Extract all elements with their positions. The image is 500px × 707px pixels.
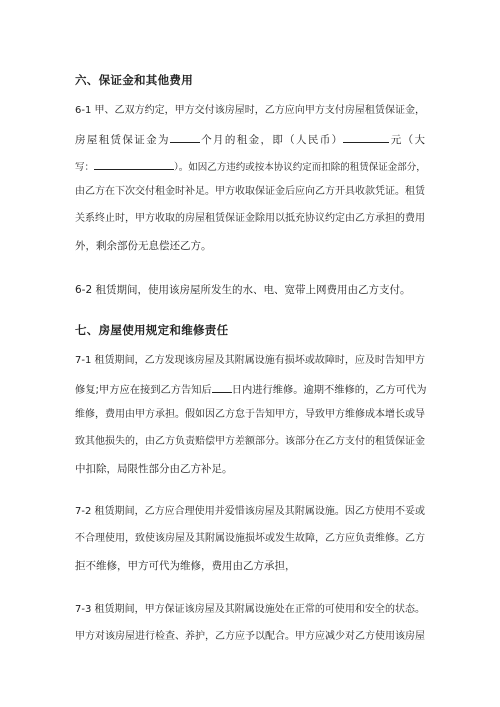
days-blank <box>212 381 232 393</box>
clause-7-3-line-2: 甲方对该房屋进行检查、养护，乙方应予以配合。甲方应减少对乙方使用该房屋 <box>75 631 425 642</box>
clause-7-1-text: 日内进行维修。逾期不维修的，乙方可代为 <box>231 384 427 396</box>
clause-6-1-line-6: 外，剩余部份无息偿还乙方。 <box>75 240 212 252</box>
section-7-heading: 七、房屋使用规定和维修责任 <box>75 323 229 337</box>
clause-7-1-line-1: 7-1 租赁期间，乙方发现该房屋及其附属设施有损坏或故障时，应及时告知甲方 <box>75 355 425 366</box>
clause-7-1-line-4: 致其他损失的，由乙方负责赔偿甲方差额部分。该部分在乙方支付的租赁保证金 <box>75 436 425 447</box>
amount-in-words-blank <box>94 158 174 170</box>
clause-6-1-line-5: 关系终止时，甲方收取的房屋租赁保证金除用以抵充协议约定由乙方承担的费用 <box>75 213 425 224</box>
clause-7-1-line-2 <box>75 381 425 397</box>
clause-6-1-text: ）。如因乙方违约或按本协议约定而扣除的租赁保证金部分， <box>174 162 426 173</box>
clause-7-1-line-3: 维修，费用由甲方承担。假如因乙方怠于告知甲方，导致甲方维修成本增长或导 <box>75 409 425 420</box>
clause-6-1-text: 个月的租金，即（人民币） <box>199 134 344 146</box>
clause-7-2-line-2: 不合理使用，致使该房屋及其附属设施损坏或发生故障，乙方应负责维修。乙方 <box>75 533 425 544</box>
clause-6-1-line-2 <box>75 131 425 147</box>
clause-7-1-text: 修复;甲方应在接到乙方告知后 <box>75 384 212 396</box>
clause-7-1-line-5: 中扣除，局限性部分由乙方补足。 <box>75 463 233 475</box>
months-blank <box>170 131 200 143</box>
clause-6-1-line-3 <box>75 158 426 175</box>
clause-7-2-line-3: 拒不维修，甲方可代为维修，费用由乙方承担， <box>75 560 296 572</box>
amount-blank <box>343 131 389 143</box>
clause-6-1-line-1: 6-1 甲、乙双方约定，甲方交付该房屋时，乙方应向甲方支付房屋租赁保证金， <box>75 105 425 116</box>
clause-7-2-line-1: 7-2 租赁期间，乙方应合理使用并爱惜该房屋及其附属设施。因乙方使用不妥或 <box>75 506 425 517</box>
clause-6-2: 6-2 租赁期间，使用该房屋所发生的水、电、宽带上网费用由乙方支付。 <box>75 284 411 296</box>
clause-6-1-text: 元（大 <box>389 134 426 146</box>
clause-6-1-text: 房屋租赁保证金为 <box>75 134 170 146</box>
clause-6-1-text: 写： <box>75 162 95 173</box>
clause-7-3-line-1: 7-3 租赁期间，甲方保证该房屋及其附属设施处在正常的可使用和安全的状态。 <box>75 604 425 615</box>
section-6-heading: 六、保证金和其他费用 <box>75 73 193 87</box>
clause-6-1-line-4: 由乙方在下次交付租金时补足。甲方收取保证金后应向乙方开具收款凭证。租赁 <box>75 186 425 197</box>
